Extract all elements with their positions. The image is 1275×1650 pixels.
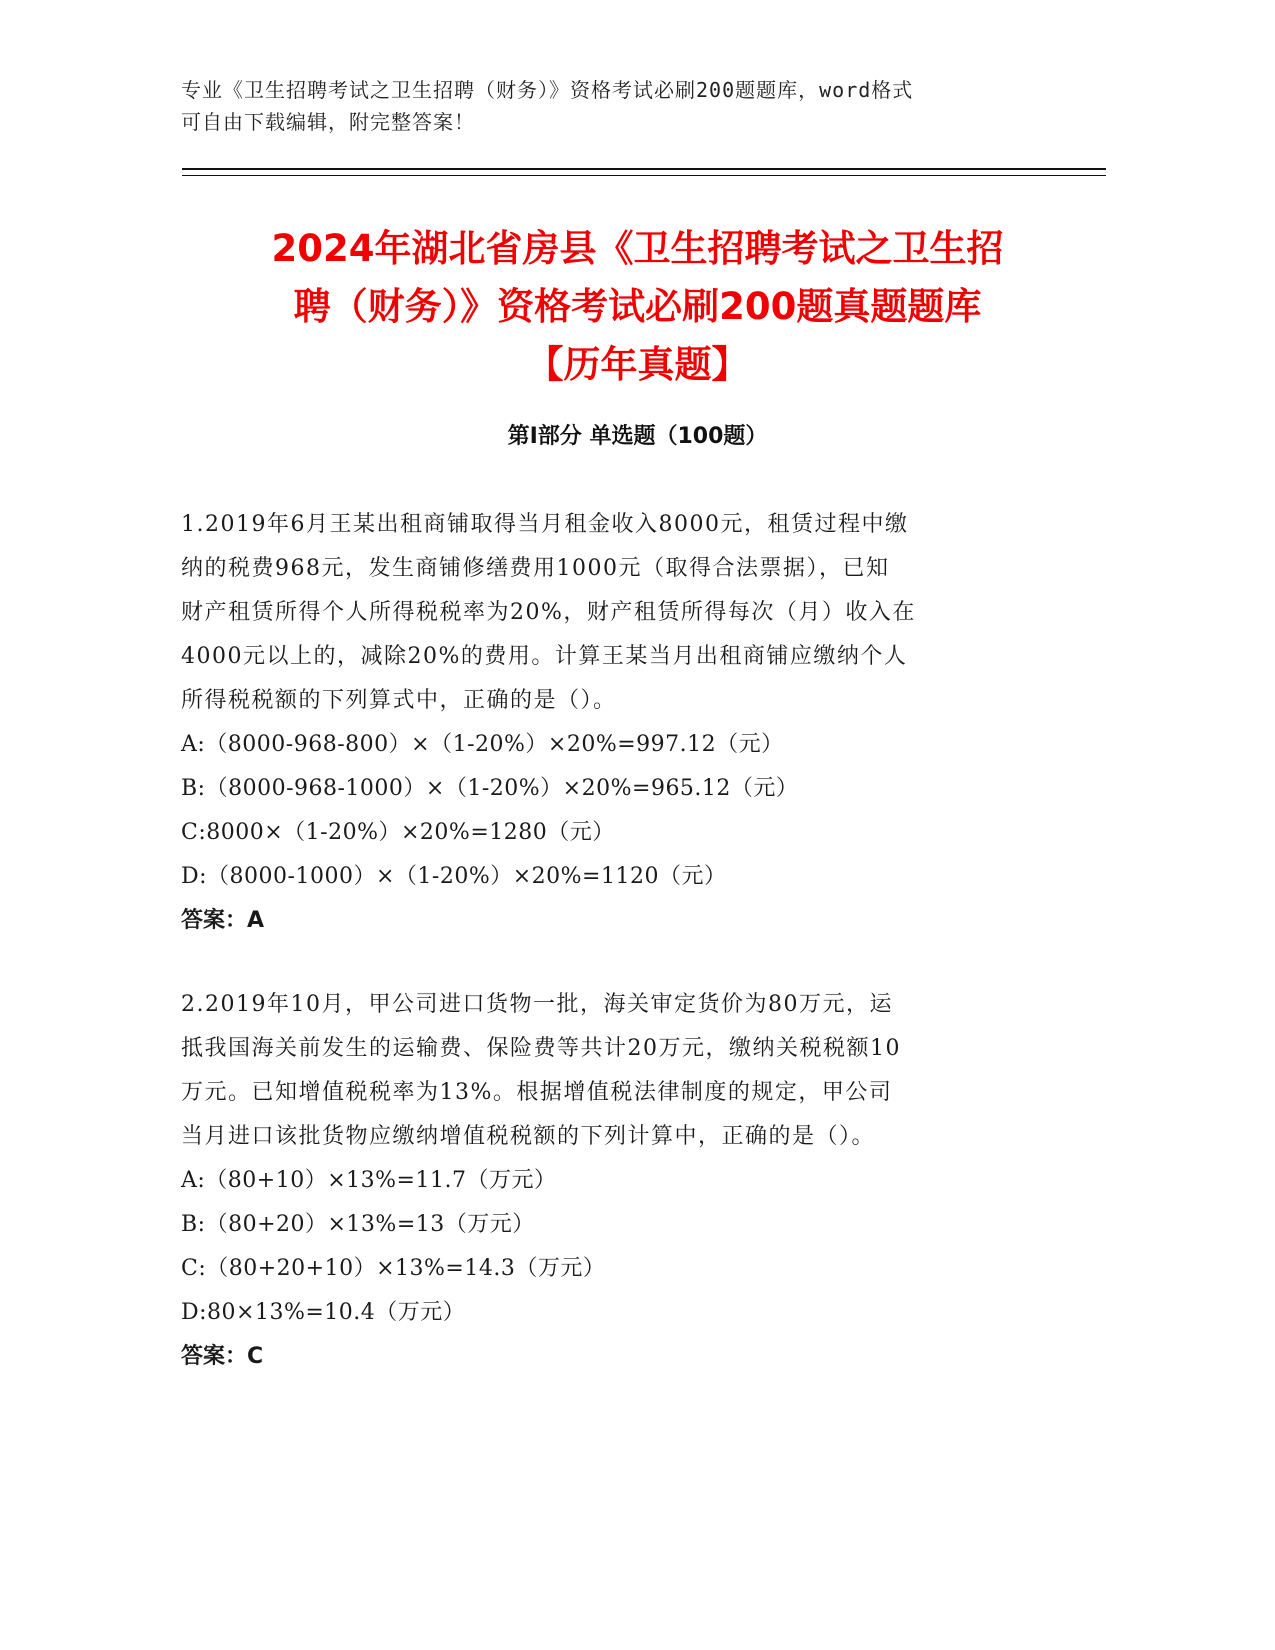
question-stem-line: 纳的税费968元，发生商铺修缮费用1000元（取得合法票据），已知 [181, 556, 890, 581]
question-2 [181, 983, 1061, 1379]
header-note-line: 可自由下载编辑，附完整答案！ [181, 110, 475, 134]
answer-label: 答案：A [181, 908, 265, 933]
question-stem-line: 万元。已知增值税税率为13%。根据增值税法律制度的规定，甲公司 [181, 1080, 893, 1105]
header-divider-thick [182, 168, 1106, 170]
question-stem-line: 所得税税额的下列算式中，正确的是（）。 [181, 688, 617, 713]
title-line: 【历年真题】 [526, 343, 749, 386]
title-line: 2024年湖北省房县《卫生招聘考试之卫生招 [271, 227, 1004, 270]
question-1 [181, 503, 1061, 943]
header-divider-thin [182, 175, 1106, 176]
option-b: B:（8000-968-1000）×（1-20%）×20%=965.12（元） [181, 776, 799, 801]
option-d: D:80×13%=10.4（万元） [181, 1300, 466, 1325]
question-stem-line: 4000元以上的，减除20%的费用。计算王某当月出租商铺应缴纳个人 [181, 644, 908, 669]
question-stem-line: 财产租赁所得个人所得税税率为20%，财产租赁所得每次（月）收入在 [181, 600, 916, 625]
header-note-line: 专业《卫生招聘考试之卫生招聘（财务）》资格考试必刷200题题库，word格式 [181, 78, 914, 102]
question-stem-line: 1.2019年6月王某出租商铺取得当月租金收入8000元，租赁过程中缴 [181, 512, 909, 537]
option-a: A:（8000-968-800）×（1-20%）×20%=997.12（元） [181, 732, 784, 757]
title-line: 聘（财务）》资格考试必刷200题真题题库 [293, 285, 982, 328]
document-title [150, 220, 1125, 394]
option-a: A:（80+10）×13%=11.7（万元） [181, 1168, 557, 1193]
option-b: B:（80+20）×13%=13（万元） [181, 1212, 535, 1237]
section-heading: 第Ⅰ部分 单选题（100题） [507, 424, 768, 449]
option-d: D:（8000-1000）×（1-20%）×20%=1120（元） [181, 864, 727, 889]
option-c: C:（80+20+10）×13%=14.3（万元） [181, 1256, 606, 1281]
question-stem-line: 抵我国海关前发生的运输费、保险费等共计20万元，缴纳关税税额10 [181, 1036, 901, 1061]
question-stem-line: 2.2019年10月，甲公司进口货物一批，海关审定货价为80万元，运 [181, 992, 893, 1017]
option-c: C:8000×（1-20%）×20%=1280（元） [181, 820, 615, 845]
question-stem-line: 当月进口该批货物应缴纳增值税税额的下列计算中，正确的是（）。 [181, 1124, 876, 1149]
answer-label: 答案：C [181, 1344, 264, 1369]
document-header-note [181, 74, 1041, 138]
